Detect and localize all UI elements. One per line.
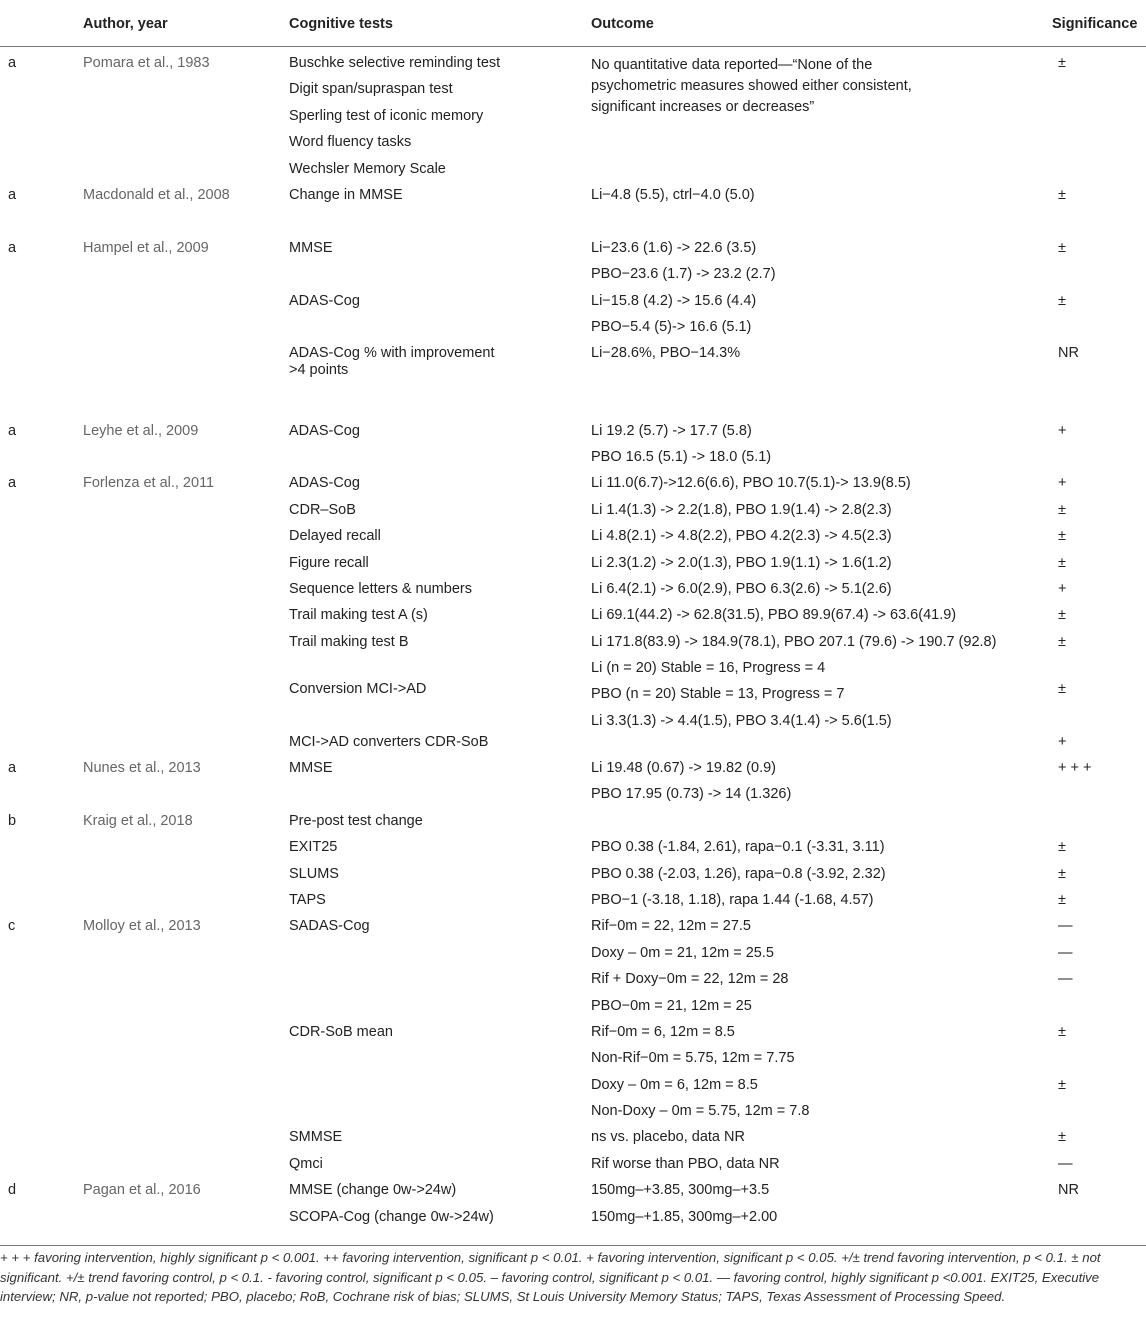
row-outcomes xyxy=(585,1182,1046,1245)
table-header xyxy=(0,0,1146,47)
test-name xyxy=(289,786,579,812)
test-name: Sperling test of iconic memory xyxy=(289,107,484,124)
test-name: ADAS-Cog % with improvement >4 points xyxy=(289,345,495,379)
test-name xyxy=(289,707,579,733)
significance-symbol xyxy=(1052,707,1140,733)
table-footnote: + + + favoring intervention, highly significant p < 0.001. ++ favoring intervention, significant p < 0.01. + favoring intervention, significant p < 0.05. +/± trend favoring intervention, p < 0.1. ± not significant. +/± trend favoring control, p < 0.1. - favoring control, significant p < 0.05. – favoring control, significant p < 0.01. — favoring control, highly significant p <0.001. EXIT25, Executive interview; NR, p-value not reported; PBO, placebo; RoB, Cochrane risk of bias; SLUMS, St Louis University Memory Status; TAPS, Texas Assessment of Processing Speed. xyxy=(0,1250,1101,1304)
significance-symbol xyxy=(1052,1050,1140,1076)
outcome-text: Li 171.8(83.9) -> 184.9(78.1), PBO 207.1 (79.6) -> 190.7 (92.8) xyxy=(591,633,997,650)
outcome-text: Li−28.6%, PBO−14.3% xyxy=(591,345,741,362)
row-author: Molloy et al., 2013 xyxy=(83,918,201,935)
significance-symbol xyxy=(1052,134,1140,160)
table-row xyxy=(0,760,1146,813)
row-outcomes xyxy=(585,475,1046,760)
test-name xyxy=(289,449,579,475)
test-name: Change in MMSE xyxy=(289,186,403,203)
row-id: a xyxy=(8,55,17,71)
significance-symbol: ± xyxy=(1058,292,1066,309)
outcome-text: PBO−1 (-3.18, 1.18), rapa 1.44 (-1.68, 4.57) xyxy=(591,891,874,908)
row-outcomes: No quantitative data reported—“None of the psychometric measures showed either consistent, significant increases or decreases” xyxy=(585,47,1046,187)
row-significance xyxy=(1046,423,1146,476)
row-significance xyxy=(1046,475,1146,760)
significance-symbol xyxy=(1052,786,1140,812)
test-name: Digit span/supraspan test xyxy=(289,81,453,98)
test-name: SADAS-Cog xyxy=(289,918,370,935)
test-name xyxy=(289,971,579,997)
row-outcomes xyxy=(585,760,1046,813)
test-name xyxy=(289,319,579,345)
outcome-text: Rif−0m = 6, 12m = 8.5 xyxy=(591,1023,735,1040)
row-tests xyxy=(283,475,585,760)
significance-symbol xyxy=(1052,813,1140,839)
row-tests xyxy=(283,240,585,423)
outcome-text: Rif worse than PBO, data NR xyxy=(591,1155,780,1172)
significance-symbol xyxy=(1052,998,1140,1024)
header-id xyxy=(0,0,77,47)
row-significance xyxy=(1046,187,1146,240)
significance-symbol: ± xyxy=(1058,528,1066,545)
table-row xyxy=(0,240,1146,423)
significance-symbol: — xyxy=(1058,944,1073,961)
outcome-text: Li 19.48 (0.67) -> 19.82 (0.9) xyxy=(591,759,776,776)
outcome-text: Non-Rif−0m = 5.75, 12m = 7.75 xyxy=(591,1050,795,1067)
significance-symbol: ± xyxy=(1058,865,1066,882)
significance-symbol: — xyxy=(1058,1155,1073,1172)
test-name: Trail making test B xyxy=(289,633,409,650)
outcome-text: PBO (n = 20) Stable = 13, Progress = 7 xyxy=(591,686,845,703)
row-author: Macdonald et al., 2008 xyxy=(83,186,230,203)
test-name: TAPS xyxy=(289,891,326,908)
significance-symbol: ± xyxy=(1058,633,1066,650)
row-tests xyxy=(283,423,585,476)
table-row xyxy=(0,918,1146,1182)
outcome-text xyxy=(591,134,1040,160)
significance-symbol xyxy=(1052,108,1140,134)
significance-symbol: ± xyxy=(1058,1076,1066,1093)
significance-symbol xyxy=(1052,396,1140,422)
row-significance xyxy=(1046,240,1146,423)
row-tests xyxy=(283,47,585,187)
significance-symbol: ± xyxy=(1058,1129,1066,1146)
outcome-text: Li 6.4(2.1) -> 6.0(2.9), PBO 6.3(2.6) -> 5.1(2.6) xyxy=(591,581,892,598)
row-tests xyxy=(283,1182,585,1245)
test-name: EXIT25 xyxy=(289,839,338,856)
row-tests xyxy=(283,187,585,240)
row-id: a xyxy=(8,239,17,256)
outcome-text: Li (n = 20) Stable = 16, Progress = 4 xyxy=(591,659,826,676)
test-name xyxy=(289,213,579,239)
row-tests xyxy=(283,813,585,919)
significance-symbol: ± xyxy=(1058,554,1066,571)
outcome-text: Non-Doxy – 0m = 5.75, 12m = 7.8 xyxy=(591,1103,810,1120)
outcome-text: Li−4.8 (5.5), ctrl−4.0 (5.0) xyxy=(591,186,755,203)
significance-symbol: ± xyxy=(1058,839,1066,856)
row-author: Leyhe et al., 2009 xyxy=(83,422,199,439)
outcome-text: Doxy – 0m = 21, 12m = 25.5 xyxy=(591,944,774,961)
test-name: Qmci xyxy=(289,1155,323,1172)
header-author: Author, year xyxy=(77,0,283,47)
outcome-text: Li 69.1(44.2) -> 62.8(31.5), PBO 89.9(67.4) -> 63.6(41.9) xyxy=(591,607,957,624)
outcome-text: Li 1.4(1.3) -> 2.2(1.8), PBO 1.9(1.4) -> 2.8(2.3) xyxy=(591,501,892,518)
row-id: a xyxy=(8,422,17,439)
outcome-text: PBO 0.38 (-1.84, 2.61), rapa−0.1 (-3.31, 3.11) xyxy=(591,839,885,856)
test-name: MMSE xyxy=(289,759,333,776)
test-name: Word fluency tasks xyxy=(289,134,412,151)
row-author: Nunes et al., 2013 xyxy=(83,759,201,776)
row-significance xyxy=(1046,1182,1146,1245)
row-author: Pomara et al., 1983 xyxy=(83,55,210,71)
row-author: Pagan et al., 2016 xyxy=(77,1182,283,1245)
significance-symbol: — xyxy=(1058,971,1073,988)
row-tests xyxy=(283,918,585,1182)
significance-symbol: ± xyxy=(1058,239,1066,256)
table-row xyxy=(0,1182,1146,1245)
test-name: Figure recall xyxy=(289,554,369,571)
row-significance xyxy=(1046,47,1146,187)
test-name: Sequence letters & numbers xyxy=(289,581,472,598)
outcome-text: Li−15.8 (4.2) -> 15.6 (4.4) xyxy=(591,292,757,309)
outcome-text: PBO 16.5 (5.1) -> 18.0 (5.1) xyxy=(591,449,772,466)
row-outcomes xyxy=(585,187,1046,240)
test-name: ADAS-Cog xyxy=(289,422,360,439)
outcome-text: ns vs. placebo, data NR xyxy=(591,1129,745,1146)
significance-symbol xyxy=(1052,161,1140,187)
test-name: MCI->AD converters CDR-SoB xyxy=(289,733,489,750)
significance-symbol: ± xyxy=(1058,1023,1066,1040)
row-significance xyxy=(1046,760,1146,813)
row-id: b xyxy=(8,812,17,829)
significance-symbol: + xyxy=(1058,475,1067,492)
test-name: Conversion MCI->AD xyxy=(289,680,427,697)
row-id: a xyxy=(8,759,17,776)
outcome-text: 150mg–+1.85, 300mg–+2.00 xyxy=(591,1208,778,1225)
table-row xyxy=(0,423,1146,476)
outcome-text xyxy=(591,813,1040,839)
table-row xyxy=(0,187,1146,240)
test-name xyxy=(289,1077,579,1103)
outcome-text: PBO 0.38 (-2.03, 1.26), rapa−0.8 (-3.92, 2.32) xyxy=(591,865,886,882)
outcome-text xyxy=(591,396,1040,422)
test-name: SLUMS xyxy=(289,865,339,882)
test-name xyxy=(289,945,579,971)
outcome-text: Li 19.2 (5.7) -> 17.7 (5.8) xyxy=(591,422,752,439)
significance-symbol xyxy=(1052,1103,1140,1129)
test-name xyxy=(289,1050,579,1076)
row-significance xyxy=(1046,813,1146,919)
row-author: Forlenza et al., 2011 xyxy=(83,475,215,492)
test-name: ADAS-Cog xyxy=(289,292,360,309)
row-author: Kraig et al., 2018 xyxy=(83,812,193,829)
row-author: Hampel et al., 2009 xyxy=(83,239,209,256)
row-outcomes xyxy=(585,918,1046,1182)
row-id: d xyxy=(0,1182,77,1245)
test-name: SMMSE xyxy=(289,1129,343,1146)
outcome-text: Li 2.3(1.2) -> 2.0(1.3), PBO 1.9(1.1) -> 1.6(1.2) xyxy=(591,554,892,571)
test-name xyxy=(289,1103,579,1129)
outcome-text: PBO−23.6 (1.7) -> 23.2 (2.7) xyxy=(591,266,776,283)
header-significance: Significance xyxy=(1046,0,1146,47)
significance-symbol: + xyxy=(1058,581,1067,598)
test-name: Buschke selective reminding test xyxy=(289,55,501,71)
significance-symbol: + xyxy=(1058,733,1067,750)
outcome-text: 150mg–+3.85, 300mg–+3.5 xyxy=(591,1182,770,1199)
significance-symbol xyxy=(1052,1209,1140,1235)
outcome-text: Doxy – 0m = 6, 12m = 8.5 xyxy=(591,1076,758,1093)
significance-symbol: ± xyxy=(1058,680,1066,697)
row-id: a xyxy=(8,475,17,492)
outcome-text: Rif−0m = 22, 12m = 27.5 xyxy=(591,918,751,935)
test-name: SCOPA-Cog (change 0w->24w) xyxy=(289,1208,494,1225)
row-significance xyxy=(1046,918,1146,1182)
row-outcomes xyxy=(585,813,1046,919)
test-name: Trail making test A (s) xyxy=(289,607,428,624)
significance-symbol: NR xyxy=(1058,345,1079,362)
significance-symbol xyxy=(1052,449,1140,475)
significance-symbol: ± xyxy=(1058,607,1066,624)
significance-symbol: + + + xyxy=(1058,759,1092,776)
row-id: c xyxy=(8,918,16,935)
test-name: MMSE xyxy=(289,239,333,256)
header-outcome: Outcome xyxy=(585,0,1046,47)
test-name: Wechsler Memory Scale xyxy=(289,160,446,177)
test-name: CDR–SoB xyxy=(289,501,356,518)
significance-symbol xyxy=(1052,266,1140,292)
test-name xyxy=(289,396,579,422)
significance-symbol: + xyxy=(1058,422,1067,439)
significance-symbol: ± xyxy=(1058,55,1066,71)
significance-symbol: ± xyxy=(1058,186,1066,203)
significance-symbol: ± xyxy=(1058,501,1066,518)
outcome-text: Li−23.6 (1.6) -> 22.6 (3.5) xyxy=(591,239,757,256)
test-name xyxy=(289,266,579,292)
row-id: a xyxy=(8,186,17,203)
table-row xyxy=(0,813,1146,919)
header-tests: Cognitive tests xyxy=(283,0,585,47)
significance-symbol: NR xyxy=(1058,1182,1079,1199)
test-name: MMSE (change 0w->24w) xyxy=(289,1182,457,1199)
row-outcomes xyxy=(585,423,1046,476)
outcome-text: PBO−5.4 (5)-> 16.6 (5.1) xyxy=(591,318,752,335)
test-name: CDR-SoB mean xyxy=(289,1023,393,1040)
row-outcomes xyxy=(585,240,1046,423)
outcome-text: Li 11.0(6.7)->12.6(6.6), PBO 10.7(5.1)-> 13.9(8.5) xyxy=(591,475,911,492)
row-tests xyxy=(283,760,585,813)
significance-symbol xyxy=(1052,319,1140,345)
test-name xyxy=(289,998,579,1024)
outcome-text: Li 3.3(1.3) -> 4.4(1.5), PBO 3.4(1.4) -> 5.6(1.5) xyxy=(591,712,892,729)
table-body xyxy=(0,47,1146,1246)
outcome-text: Li 4.8(2.1) -> 4.8(2.2), PBO 4.2(2.3) -> 4.5(2.3) xyxy=(591,528,892,545)
test-name: ADAS-Cog xyxy=(289,475,360,492)
outcome-text xyxy=(591,213,1040,239)
outcome-text: Rif + Doxy−0m = 22, 12m = 28 xyxy=(591,971,789,988)
significance-symbol xyxy=(1052,213,1140,239)
outcome-text: PBO−0m = 21, 12m = 25 xyxy=(591,997,752,1014)
significance-symbol xyxy=(1052,81,1140,107)
table-row xyxy=(0,47,1146,187)
significance-symbol: ± xyxy=(1058,891,1066,908)
test-name: Delayed recall xyxy=(289,528,381,545)
test-name: Pre-post test change xyxy=(289,812,423,829)
table-row xyxy=(0,475,1146,760)
significance-symbol: — xyxy=(1058,918,1073,935)
outcome-text: PBO 17.95 (0.73) -> 14 (1.326) xyxy=(591,786,792,803)
